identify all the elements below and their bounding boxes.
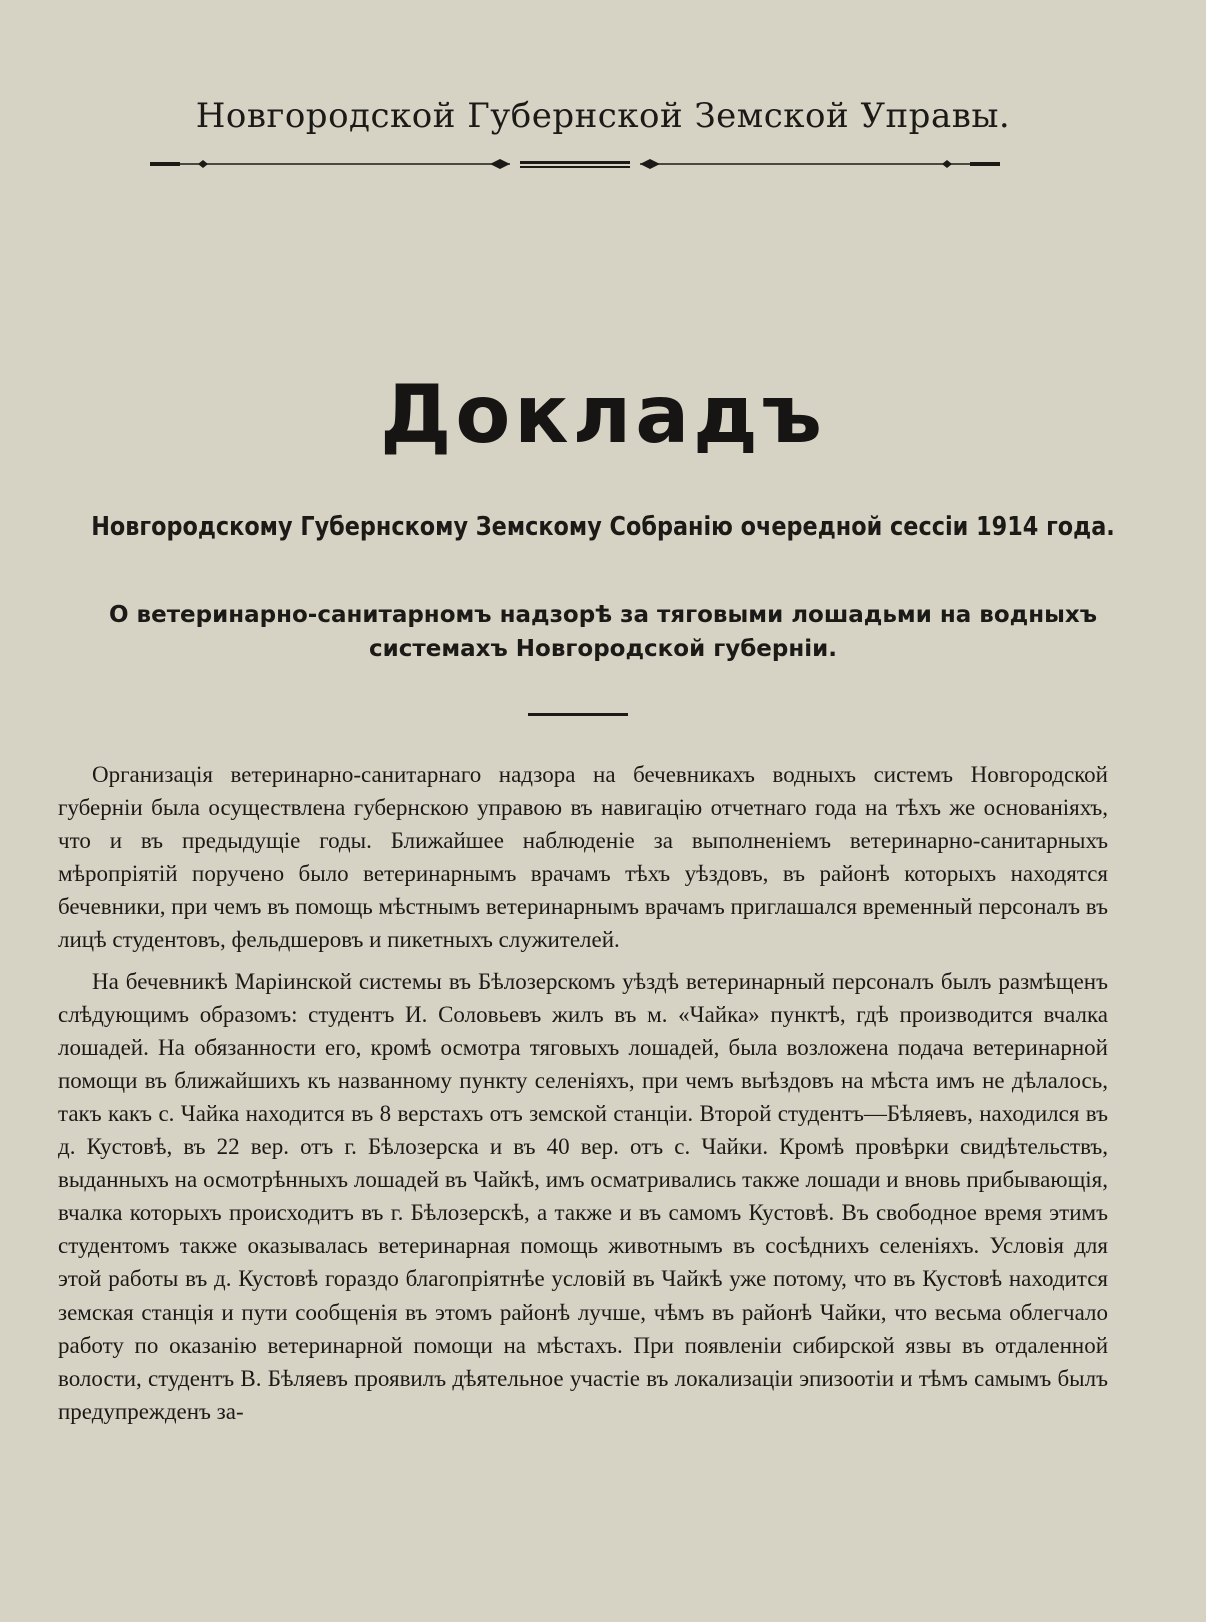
- body-text: [58, 758, 1108, 1436]
- section-divider: [528, 713, 628, 716]
- page-header: Новгородской Губернской Земской Управы.: [195, 96, 1011, 136]
- document-subtitle: Новгородскому Губернскому Земскому Собранію очередной сессіи 1914 года.: [91, 512, 1115, 542]
- document-title: Докладъ: [380, 368, 826, 461]
- header-ornament-rule: [150, 156, 1000, 172]
- paragraph: Организація ветеринарно-санитарнаго надзора на бечевникахъ водныхъ системъ Новгородской губерніи была осуществлена губернскою управою въ навигацію отчетнаго года на тѣхъ же основаніяхъ, что и въ предыдущіе годы. Ближайшее наблюденіе за выполненіемъ ветеринарно-санитарныхъ мѣропріятій поручено было ветеринарнымъ врачамъ тѣхъ уѣздовъ, въ районѣ которыхъ находятся бечевники, при чемъ въ помощь мѣстнымъ ветеринарнымъ врачамъ приглашался временный персоналъ въ лицѣ студентовъ, фельдшеровъ и пикетныхъ служителей.: [58, 762, 1108, 953]
- report-topic: О ветеринарно-санитарномъ надзорѣ за тяговыми лошадьми на водныхъ системахъ Новгородской губерніи.: [108, 602, 1098, 662]
- paragraph: На бечевникѣ Маріинской системы въ Бѣлозерскомъ уѣздѣ ветеринарный персоналъ былъ размѣщенъ слѣдующимъ образомъ: студентъ И. Соловьевъ жилъ въ м. «Чайка» пунктѣ, гдѣ производится вчалка лошадей. На обязанности его, кромѣ осмотра тяговыхъ лошадей, была возложена подача ветеринарной помощи въ ближайшихъ къ названному пункту селеніяхъ, при чемъ выѣздовъ на мѣста имъ не дѣлалось, такъ какъ с. Чайка находится въ 8 верстахъ отъ земской станціи. Второй студентъ—Бѣляевъ, находился въ д. Кустовѣ, въ 22 вер. отъ г. Бѣлозерска и въ 40 вер. отъ с. Чайки. Кромѣ провѣрки свидѣтельствъ, выданныхъ на осмотрѣнныхъ лошадей въ Чайкѣ, имъ осматривались также лошади и вновь прибывающія, вчалка которыхъ происходитъ въ г. Бѣлозерскѣ, а также и въ самомъ Кустовѣ. Въ свободное время этимъ студентомъ также оказывалась ветеринарная помощь животнымъ въ сосѣднихъ селеніяхъ. Условія для этой работы въ д. Кустовѣ гораздо благопріятнѣе условій въ Чайкѣ уже потому, что въ Кустовѣ находится земская станція и пути сообщенія въ этомъ районѣ лучше, чѣмъ въ районѣ Чайки, что весьма облегчало работу по оказанію ветеринарной помощи на мѣстахъ. При появленіи сибирской язвы въ отдаленной волости, студентъ В. Бѣляевъ проявилъ дѣятельное участіе въ локализаціи эпизоотіи и тѣмъ самымъ былъ предупрежденъ за-: [58, 968, 1108, 1424]
